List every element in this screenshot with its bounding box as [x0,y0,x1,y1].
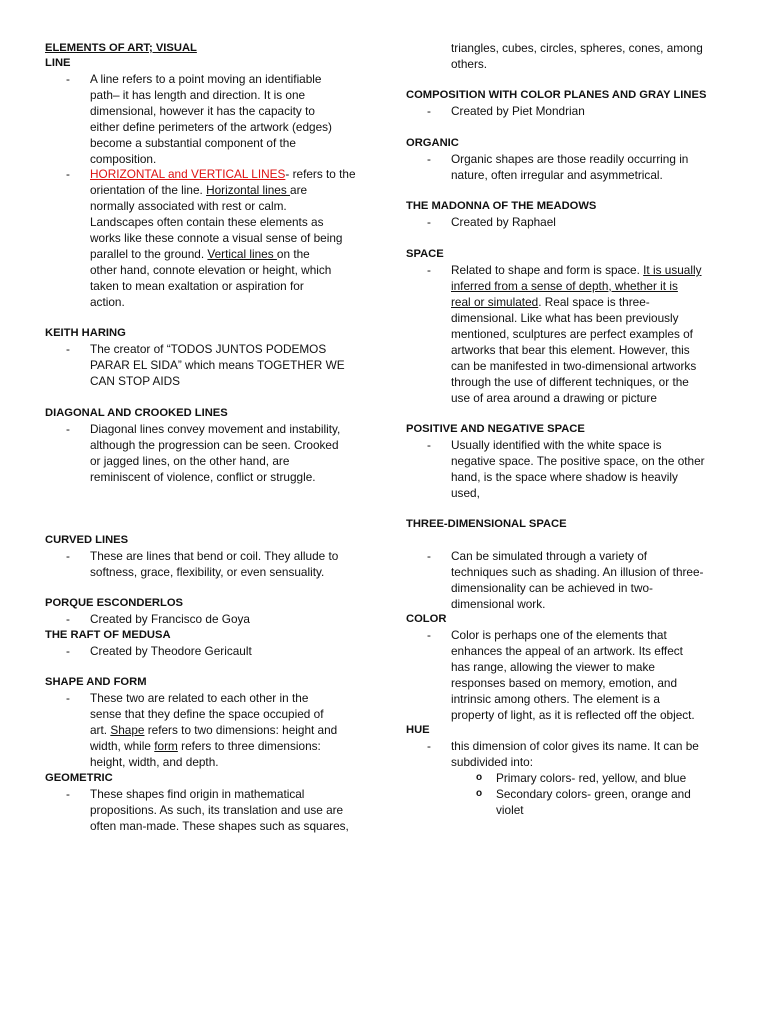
heading-color: COLOR [406,613,447,625]
underlined-term: Vertical lines [207,247,277,261]
document-title [45,40,197,56]
text-line: triangles, cubes, circles, spheres, cones, among [451,41,703,55]
text-line: The creator of “TODOS JUNTOS PODEMOS [90,342,327,356]
dash-marker: - [427,104,431,118]
text-line: dimensionality can be achieved in two- [451,581,653,595]
text-line: dimensional. Like what has been previously [451,311,679,325]
underlined-term: real or simulated [451,295,539,309]
dash-marker: - [427,739,431,753]
text-line: action. [90,295,125,309]
text-line: techniques such as shading. An illusion of three- [451,565,704,579]
text-line: Color is perhaps one of the elements that [451,628,667,642]
text-line: normally associated with rest or calm. [90,199,287,213]
text-line: Landscapes often contain these elements as [90,215,324,229]
heading-madonna-of-the-meadows: THE MADONNA OF THE MEADOWS [406,200,597,212]
dash-marker: - [66,691,70,705]
dash-marker: - [66,422,70,436]
text-line: other hand, connote elevation or height, which [90,263,332,277]
heading-keith-haring: KEITH HARING [45,327,126,339]
text-line: A line refers to a point moving an identifiable [90,72,322,86]
text-line: become a substantial component of the [90,136,296,150]
text-line [90,246,310,262]
text-line: can be manifested in two-dimensional artworks [451,359,697,373]
text-line: use of area around a drawing or picture [451,391,657,405]
text-span: are [290,183,308,197]
dash-marker: - [427,628,431,642]
text-line: artworks that bear this element. However, this [451,343,690,357]
text-line [451,278,678,294]
text-line: These two are related to each other in the [90,691,309,705]
heading-curved-lines: CURVED LINES [45,534,129,546]
text-line: Usually identified with the white space is [451,438,662,452]
red-underlined-term: HORIZONTAL and VERTICAL LINES [90,167,286,181]
text-line [90,738,321,754]
text-line [90,166,356,182]
underlined-term: form [154,739,178,753]
text-line: works like these connote a visual sense of being [90,231,343,245]
text-line: propositions. As such, its translation and use are [90,803,344,817]
text-line: composition. [90,152,157,166]
text-line: either define perimeters of the artwork (edges) [90,120,332,134]
text-line: These are lines that bend or coil. They allude to [90,549,339,563]
text-line: property of light, as it is reflected off the object. [451,708,695,722]
heading-diagonal-lines: DIAGONAL AND CROOKED LINES [45,407,228,419]
underlined-term: It is usually [643,263,702,277]
bullet-marker: o [476,772,483,783]
dash-marker: - [66,644,70,658]
text-span: refers to two dimensions: height and [144,723,338,737]
text-line: Organic shapes are those readily occurring in [451,152,689,166]
underlined-term: Shape [110,723,145,737]
heading-positive-negative-space: POSITIVE AND NEGATIVE SPACE [406,423,585,435]
text-line: nature, often irregular and asymmetrical. [451,168,663,182]
dash-marker: - [427,215,431,229]
text-line: Created by Theodore Gericault [90,644,252,658]
text-line: used, [451,486,480,500]
text-line: has range, allowing the viewer to make [451,660,655,674]
text-line: Created by Raphael [451,215,556,229]
text-line: Diagonal lines convey movement and instability, [90,422,341,436]
text-line: dimensional work. [451,597,546,611]
text-span: orientation of the line. [90,183,207,197]
heading-shape-and-form: SHAPE AND FORM [45,676,147,688]
text-line: violet [496,803,524,817]
heading-composition: COMPOSITION WITH COLOR PLANES AND GRAY LINES [406,89,707,101]
heading-organic: ORGANIC [406,137,459,149]
dash-marker: - [66,787,70,801]
text-span: . Real space is three- [538,295,650,309]
text-line [451,294,650,310]
heading-line: LINE [45,57,71,69]
text-line: reminiscent of violence, conflict or struggle. [90,470,316,484]
text-line: Primary colors- red, yellow, and blue [496,771,687,785]
text-line: sense that they define the space occupied of [90,707,324,721]
dash-marker: - [66,612,70,626]
dash-marker: - [427,438,431,452]
dash-marker: - [427,549,431,563]
text-line: Created by Piet Mondrian [451,104,585,118]
heading-three-dimensional-space: THREE-DIMENSIONAL SPACE [406,518,567,530]
text-line: subdivided into: [451,755,533,769]
dash-marker: - [66,342,70,356]
text-line: others. [451,57,488,71]
heading-raft-of-medusa: THE RAFT OF MEDUSA [45,629,171,641]
text-line [90,182,307,198]
text-line: responses based on memory, emotion, and [451,676,678,690]
heading-hue: HUE [406,724,430,736]
text-line: hand, is the space where shadow is heavily [451,470,678,484]
underlined-term: inferred from a sense of depth, whether it is [451,279,678,293]
text-span: art. [90,723,111,737]
text-line: through the use of different techniques, or the [451,375,689,389]
text-line: Secondary colors- green, orange and [496,787,691,801]
dash-marker: - [427,263,431,277]
text-line: PARAR EL SIDA” which means TOGETHER WE [90,358,345,372]
dash-marker: - [66,549,70,563]
text-line: softness, grace, flexibility, or even sensuality. [90,565,325,579]
text-line: Can be simulated through a variety of [451,549,648,563]
text-line: height, width, and depth. [90,755,219,769]
text-span: refers to three dimensions: [177,739,321,753]
text-line: path– it has length and direction. It is one [90,88,306,102]
text-line: mentioned, sculptures are perfect examples of [451,327,693,341]
text-span: Related to shape and form is space. [451,263,644,277]
text-line: These shapes find origin in mathematical [90,787,305,801]
text-line: taken to mean exaltation or aspiration for [90,279,304,293]
text-line: Created by Francisco de Goya [90,612,250,626]
text-line: this dimension of color gives its name. It can be [451,739,699,753]
text-line: intrinsic among others. The element is a [451,692,660,706]
text-line [90,722,337,738]
underlined-term: Horizontal lines [206,183,291,197]
heading-porque-esconderlos: PORQUE ESCONDERLOS [45,597,183,609]
bullet-marker: o [476,788,483,799]
text-span: - refers to the [285,167,356,181]
heading-geometric: GEOMETRIC [45,772,113,784]
text-span: width, while [90,739,155,753]
text-span: on the [276,247,310,261]
heading-space: SPACE [406,248,444,260]
text-line [451,262,702,278]
dash-marker: - [427,152,431,166]
text-line: enhances the appeal of an artwork. Its effect [451,644,683,658]
text-line: dimensional, however it has the capacity to [90,104,315,118]
text-span: parallel to the ground. [90,247,208,261]
text-line: negative space. The positive space, on the other [451,454,705,468]
text-line: or jagged lines, on the other hand, are [90,454,290,468]
text-line: CAN STOP AIDS [90,374,181,388]
dash-marker: - [66,72,70,86]
text-line: although the progression can be seen. Crooked [90,438,339,452]
document-title-text: ELEMENTS OF ART; VISUAL [45,42,197,54]
dash-marker: - [66,167,70,181]
text-line: often man-made. These shapes such as squares, [90,819,349,833]
